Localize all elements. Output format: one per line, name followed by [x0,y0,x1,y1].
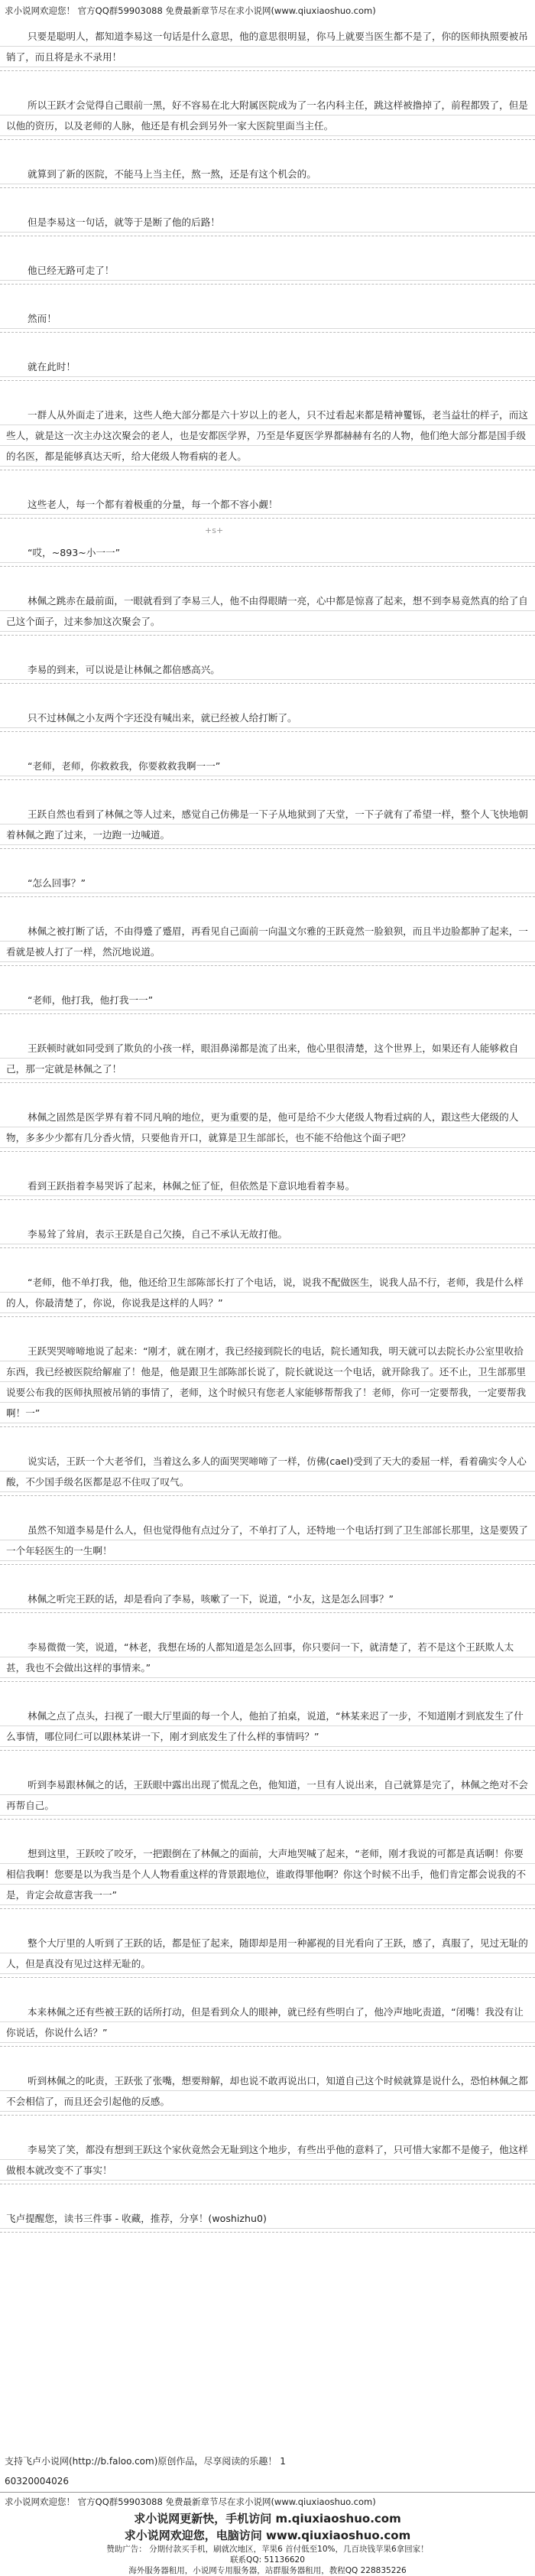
chapter-paragraph: 整个大厅里的人听到了王跃的话，都是怔了起来，随即却是用一种鄙视的目光看向了王跃，感了，真服了，见过无耻的人，但是真没有见过这样无耻的。 [0,1930,535,1978]
chapter-paragraph: 然而！ [0,305,535,333]
chapter-paragraph: “怎么回事？” [0,870,535,897]
chapter-paragraph: 李易耸了耸肩，表示王跃是自己欠揍，自己不承认无故打他。 [0,1221,535,1248]
chapter-paragraph: “老师，他打我，他打我一一” [0,987,535,1014]
chapter-paragraph: 听到林佩之的叱责，王跃张了张嘴，想要辩解，却也说不敢再说出口，知道自己这个时候就算是说什么，恐怕林佩之都不会相信了，而且还会引起他的反感。 [0,2067,535,2116]
chapter-paragraph: 说实话，王跃一个大老爷们，当着这么多人的面哭哭啼啼了一样，仿佛(cael)受到了天大的委屈一样，看着确实令人心酸，不少国手级名医都是忍不住叹了叹气。 [0,1448,535,1496]
chapter-paragraph: 就算到了新的医院，不能马上当主任，熬一熬，还是有这个机会的。 [0,161,535,188]
chapter-paragraph: 只不过林佩之小友两个字还没有喊出来，就已经被人给打断了。 [0,704,535,732]
footer-contact: 联系QQ: 51136620 [230,2555,305,2565]
footer-server-ad: 海外服务器租用，小说网专用服务器，站群服务器租用，教程QQ 228835226 [128,2566,407,2575]
footer-ad: 赞助广告： 分期付款买手机，刷就次地区，苹果6 首付低至10%，几百块钱苹果6拿回家！ [106,2545,429,2554]
chapter-paragraph: 本来林佩之还有些被王跃的话所打动，但是看到众人的眼神，就已经有些明白了，他冷声地叱责道，“闭嘴！我没有让你说话，你说什么话？” [0,1999,535,2047]
footer-site-banner: 求小说网欢迎您！ 官方QQ群59903088 免费最新章节尽在求小说网(www.qiuxiaoshuo.com) [5,2496,376,2507]
chapter-paragraph: 林佩之被打断了话，不由得蹙了蹙眉，再看见自己面前一向温文尔雅的王跃竟然一脸狼狈，而且半边脸都肿了起来，一看就是被人打了一样，然沉地说道。 [0,918,535,966]
chapter-paragraph: 一群人从外面走了进来，这些人绝大部分都是六十岁以上的老人，只不过看起来都是精神矍铄，老当益壮的样子，而这些人，就是这一次主办这次聚会的老人，也是安都医学界，乃至是华夏医学界都赫赫有名的人物，他们绝大部分都是国手级的名医，都是能够真达天听，给大佬级人物看病的老人。 [0,402,535,470]
chapter-paragraph: 想到这里，王跃咬了咬牙，一把跟倒在了林佩之的面前，大声地哭喊了起来，“老师，刚才我说的可都是真话啊！你要相信我啊！您要是以为我当是个人人物看重这样的背景跟地位，谁敢得罪他啊？你这个时候不出手，他们肯定都会说我的不是，肯定会故意害我一一” [0,1840,535,1909]
chapter-paragraph: 王跃顿时就如同受到了欺负的小孩一样，眼泪鼻涕都是流了出来，他心里很清楚，这个世界上，如果还有人能够救自己，那一定就是林佩之了！ [0,1035,535,1083]
chapter-paragraph: 就在此时！ [0,353,535,381]
footer-mobile-link[interactable]: 求小说网更新快，手机访问 m.qiuxiaoshuo.com [134,2512,401,2526]
site-footer [0,2510,535,2576]
chapter-paragraph: “老师，他不单打我，他，他还给卫生部陈部长打了个电话，说，说我不配做医生，说我人品不行，老师，我是什么样的人，你最清楚了，你说，你说我是这样的人吗？” [0,1269,535,1317]
chapter-paragraph: 李易笑了笑，都没有想到王跃这个家伙竟然会无耻到这个地步，有些出乎他的意料了，只可惜大家都不是傻子，他这样做根本就改变不了事实！ [0,2136,535,2184]
book-id: 60320004026 [5,2476,69,2487]
closing-reminder: 飞卢提醒您，读书三件事 - 收藏，推荐，分享！(woshizhu0) [0,2205,535,2233]
chapter-paragraph: 李易微微一笑，说道，“林老，我想在场的人都知道是怎么回事，你只要问一下，就清楚了，若不是这个王跃欺人太甚，我也不会做出这样的事情来。” [0,1634,535,1682]
site-header-banner: 求小说网欢迎您！ 官方QQ群59903088 免费最新章节尽在求小说网(www.qiuxiaoshuo.com) [5,5,376,16]
chapter-paragraph: “哎，~893~小一一” [0,539,535,567]
chapter-paragraph: “老师，老师，你救救我，你要救救我啊一一” [0,753,535,780]
chapter-paragraph: 听到李易跟林佩之的话，王跃眼中露出出现了慌乱之色，他知道，一旦有人说出来，自己就算是完了，林佩之绝对不会再帮自己。 [0,1771,535,1820]
watermark-glyph: +s+ [205,525,224,535]
chapter-paragraph: 林佩之点了点头，扫视了一眼大厅里面的每一个人，他拍了拍桌，说道，“林某来迟了一步，不知道刚才到底发生了什么事情，哪位同仁可以跟林某讲一下，刚才到底发生了什么样的事情吗？” [0,1703,535,1751]
chapter-paragraph: 虽然不知道李易是什么人，但也觉得他有点过分了，不单打了人，还特地一个电话打到了卫生部部长那里，这是要毁了一个年轻医生的一生啊！ [0,1517,535,1565]
footer-divider [0,2492,535,2493]
chapter-paragraph: 所以王跃才会觉得自己眼前一黑，好不容易在北大附属医院成为了一名内科主任，跳这样被撸掉了，前程都毁了，但是以他的资历，以及老师的人脉，他还是有机会到另外一家大医院里面当主任。 [0,92,535,140]
chapter-body [0,23,535,2233]
chapter-paragraph: 王跃哭哭啼啼地说了起来：“刚才，就在刚才，我已经接到院长的电话，院长通知我，明天就可以去院长办公室里收拾东西，我已经被医院给解雇了！他是，他是跟卫生部陈部长说了，院长就说这一个电话，就开除我了。还不止，卫生部那里说要公布我的医师执照被吊销的事情了，老师，这个时候只有您老人家能够帮帮我了！老师，你可一定要帮我，一定要帮我啊！一” [0,1338,535,1427]
chapter-paragraph: 林佩之固然是医学界有着不同凡响的地位，更为重要的是，他可是给不少大佬级人物看过病的人，跟这些大佬级的人物，多多少少都有几分香火情，只要他肯开口，就算是卫生部部长，也不能不给他这个面子吧？ [0,1104,535,1152]
chapter-paragraph: 李易的到来，可以说是让林佩之都倍感高兴。 [0,656,535,684]
chapter-paragraph: 看到王跃指着李易哭诉了起来，林佩之怔了怔，但依然是下意识地看着李易。 [0,1173,535,1200]
chapter-paragraph: 林佩之听完王跃的话，却是看向了李易，咳嗽了一下，说道，“小友，这是怎么回事？” [0,1586,535,1613]
chapter-paragraph: 但是李易这一句话，就等于是断了他的后路！ [0,209,535,236]
support-notice: 支持飞卢小说网(http://b.faloo.com)原创作品，尽享阅读的乐趣！ 1 [5,2456,286,2467]
chapter-paragraph: 王跃自然也看到了林佩之等人过来，感觉自己仿佛是一下子从地狱到了天堂，一下子就有了希望一样，整个人飞快地朝着林佩之跑了过来，一边跑一边喊道。 [0,801,535,849]
chapter-paragraph: 只要是聪明人，都知道李易这一句话是什么意思，他的意思很明显，你马上就要当医生都不是了，你的医师执照要被吊销了，而且将是永不录用！ [0,23,535,71]
chapter-paragraph: 这些老人，每一个都有着极重的分量，每一个都不容小觑！ [0,491,535,519]
chapter-paragraph: 他已经无路可走了！ [0,257,535,285]
footer-desktop-link[interactable]: 求小说网欢迎您，电脑访问 www.qiuxiaoshuo.com [124,2529,411,2542]
chapter-paragraph: 林佩之跳赤在最前面，一眼就看到了李易三人，他不由得眼睛一亮，心中都是惊喜了起来，想不到李易竟然真的给了自己这个面子，过来参加这次聚会了。 [0,587,535,636]
